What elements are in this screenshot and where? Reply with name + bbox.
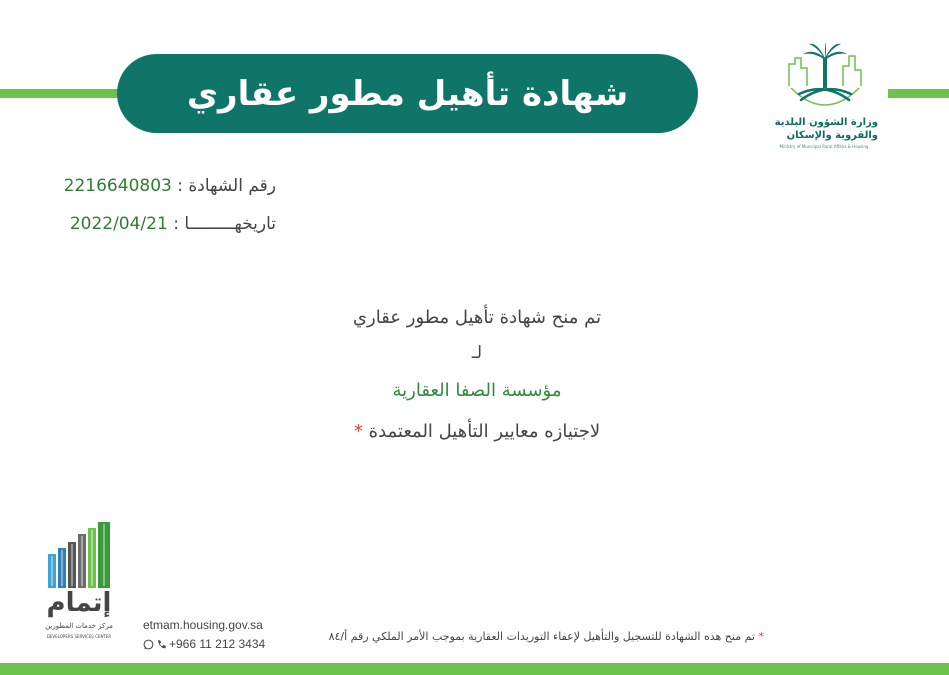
criteria-text: لاجتيازه معايير التأهيل المعتمدة (368, 421, 601, 442)
footnote (329, 630, 764, 643)
footnote-asterisk: * (758, 630, 764, 643)
company-name: مؤسسة الصفا العقارية (392, 380, 562, 401)
etmam-logo (40, 520, 120, 652)
certificate-number-row (64, 176, 276, 196)
left-accent-stripe (0, 89, 120, 98)
ministry-logo (770, 42, 880, 154)
certificate-number-value: 2216640803 (63, 176, 172, 196)
title-banner (117, 54, 698, 133)
certificate-date-row (70, 214, 276, 234)
ministry-name-english: Ministry of Municipal Rural Affairs & Housing (779, 144, 869, 149)
contact-phone-row (143, 637, 265, 651)
granted-statement: تم منح شهادة تأهيل مطور عقاري (352, 307, 602, 328)
certificate-date-label: تاريخهـــــــــا : (173, 214, 276, 234)
footnote-text: تم منح هذه الشهادة للتسجيل والتأهيل لإعفاء التوريدات العقارية بموجب الأمر الملكي رقم أ/٨٤ (328, 630, 755, 643)
etmam-subtitle: مركز خدمات المطورين (45, 622, 113, 630)
palm-swords-icon (785, 42, 865, 114)
buildings-icon (46, 520, 114, 590)
recipient-prefix: لـ (471, 343, 483, 363)
phone-number: +966 11 212 3434 (169, 637, 266, 651)
ministry-name: وزارة الشؤون البلدية والقروية والإسكان (774, 117, 878, 141)
whatsapp-icon (143, 639, 154, 650)
etmam-wordmark: إتمام (46, 588, 112, 618)
certificate-date-value: 2022/04/21 (69, 214, 168, 234)
bottom-accent-stripe (0, 663, 949, 675)
certificate-number-label: رقم الشهادة : (177, 176, 276, 196)
phone-icon (156, 639, 167, 650)
right-accent-stripe (888, 89, 949, 98)
etmam-subtitle-english: DEVELOPERS SERVICES CENTER (46, 634, 112, 639)
website-link[interactable]: etmam.housing.gov.sa (143, 618, 263, 632)
footnote-marker: * (353, 421, 363, 442)
certificate-title: شهادة تأهيل مطور عقاري (186, 73, 629, 114)
criteria-statement (354, 421, 600, 442)
